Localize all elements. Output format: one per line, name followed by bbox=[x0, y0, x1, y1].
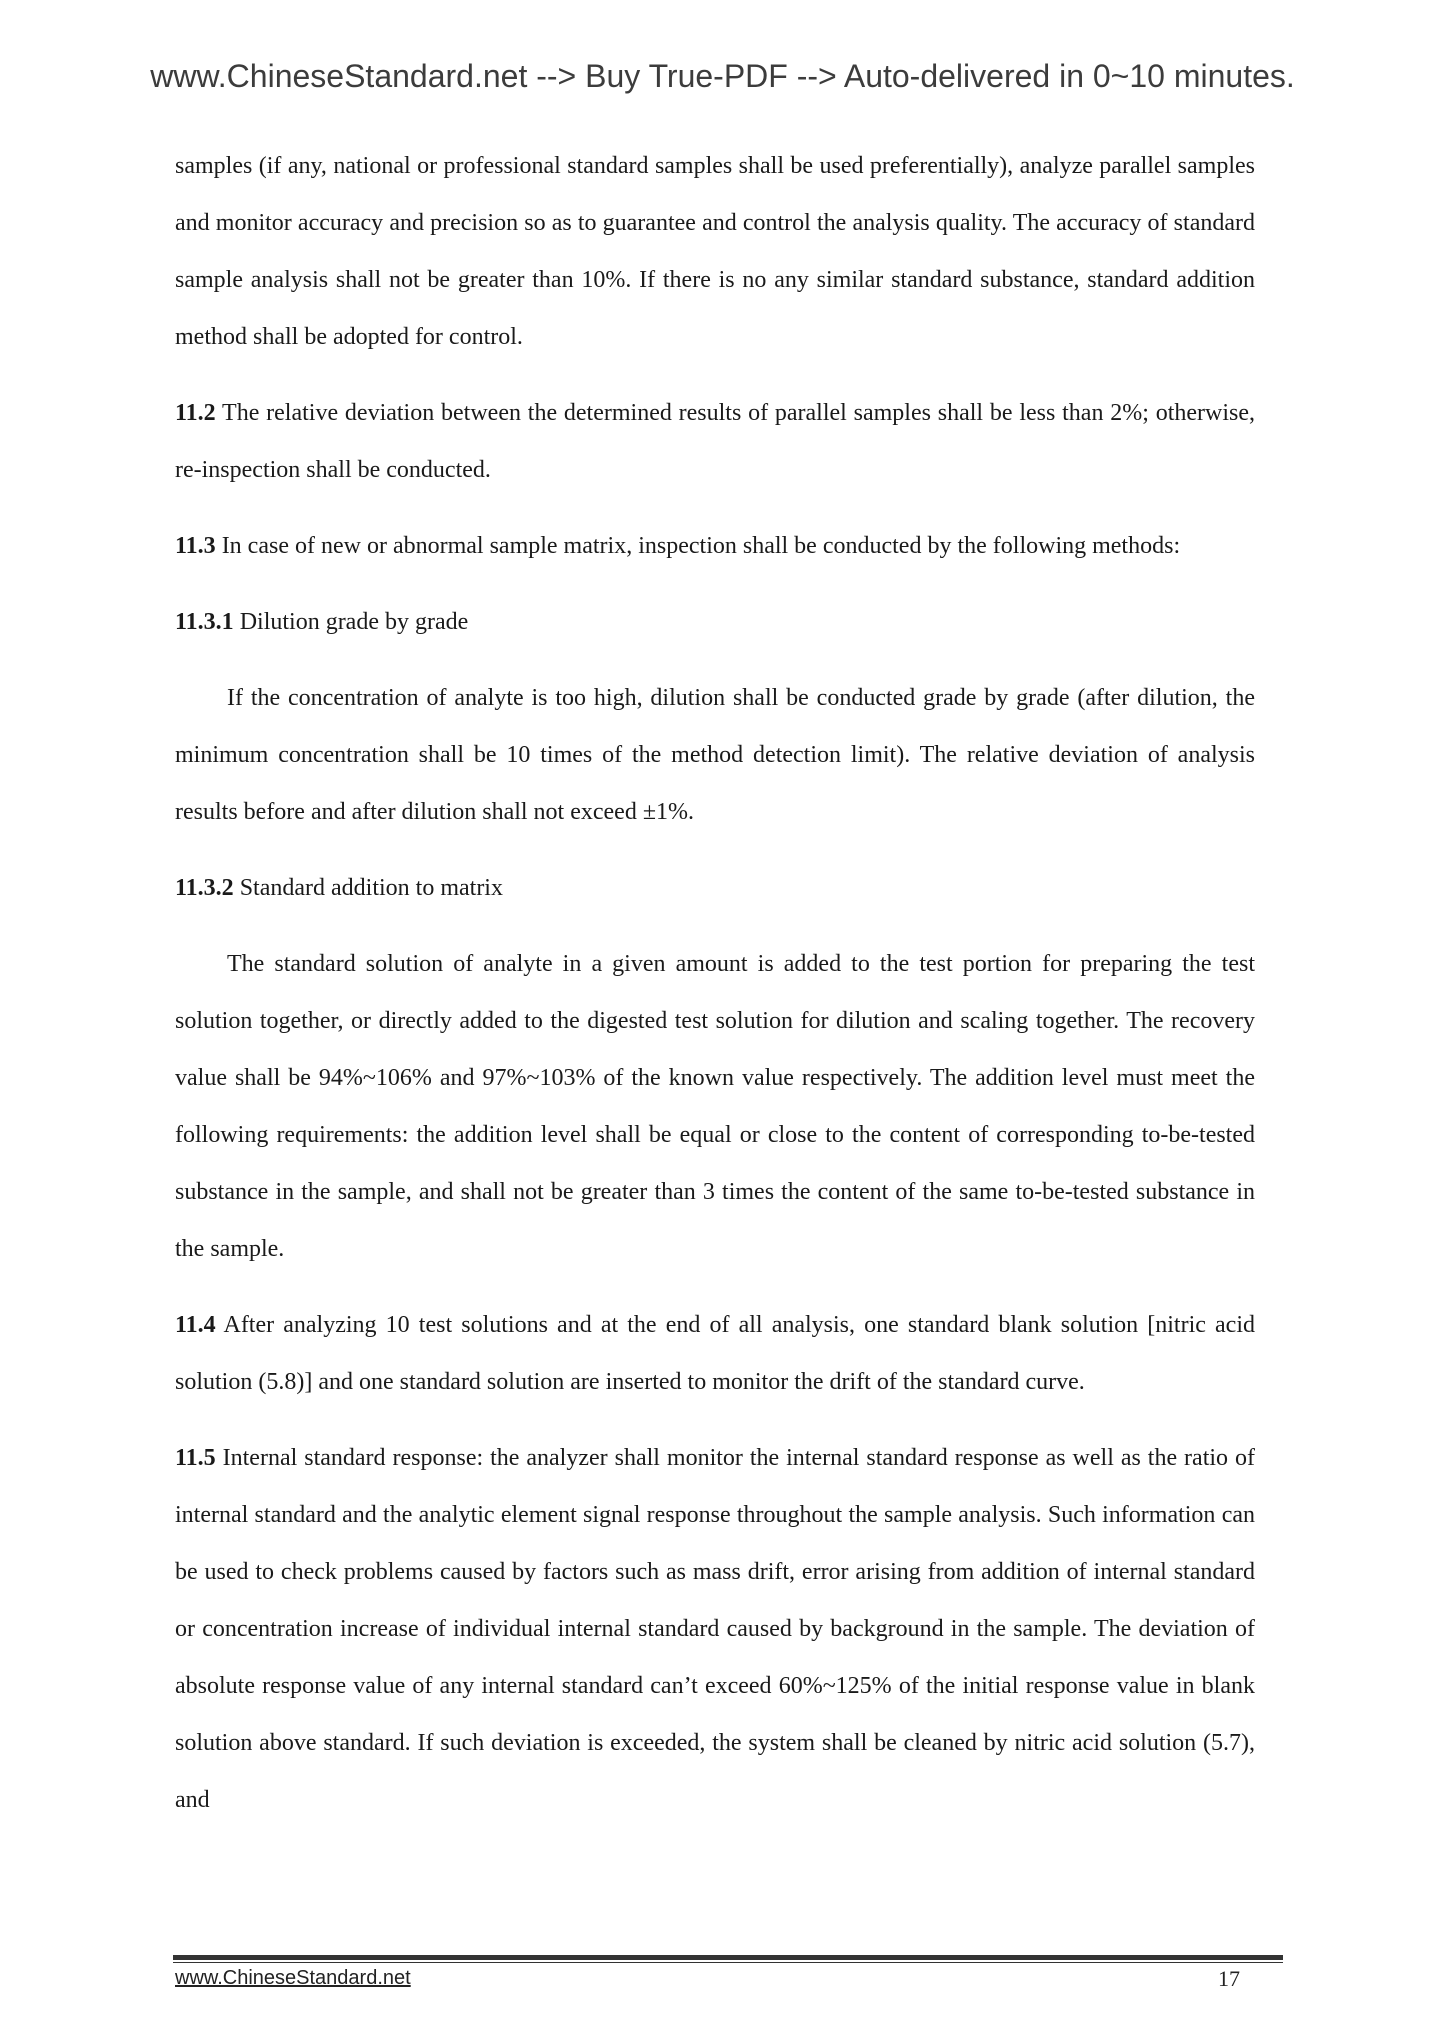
paragraph-text: If the concentration of analyte is too high, dilution shall be conducted grade by grade (after dilution, the minimum concentration shall be 10 times of the method detection limit). The relative deviation of analysis results before and after dilution shall not exceed ±1%. bbox=[175, 685, 1255, 825]
paragraph-text: The relative deviation between the determined results of parallel samples shall be less than 2%; otherwise, re-inspection shall be conducted. bbox=[175, 400, 1255, 483]
section-number: 11.3 bbox=[175, 533, 216, 559]
page-number: 17 bbox=[1218, 1966, 1240, 1991]
paragraph-text: After analyzing 10 test solutions and at the end of all analysis, one standard blank solution [nitric acid solution (5.8)] and one standard solution are inserted to monitor the drift of the standard curve. bbox=[175, 1312, 1255, 1395]
document-body bbox=[175, 138, 1255, 1829]
section-11-3-1-body bbox=[175, 670, 1255, 841]
subsection-title: Dilution grade by grade bbox=[233, 609, 469, 635]
section-11-4 bbox=[175, 1297, 1255, 1411]
section-number: 11.2 bbox=[175, 400, 216, 426]
section-number: 11.3.2 bbox=[175, 875, 234, 901]
subsection-title: Standard addition to matrix bbox=[233, 875, 503, 901]
paragraph-intro bbox=[175, 138, 1255, 366]
paragraph-text: samples (if any, national or professional standard samples shall be used preferentially), analyze parallel samples and monitor accuracy and precision so as to guarantee and control the analysis quality. The accuracy of standard sample analysis shall not be greater than 10%. If there is no any similar standard substance, standard addition method shall be adopted for control. bbox=[175, 153, 1255, 350]
section-11-3-2-body bbox=[175, 936, 1255, 1278]
header-banner[interactable]: www.ChineseStandard.net --> Buy True-PDF --> Auto-delivered in 0~10 minutes. bbox=[150, 58, 1295, 94]
paragraph-text: The standard solution of analyte in a given amount is added to the test portion for preparing the test solution together, or directly added to the digested test solution for dilution and scaling together. The recovery value shall be 94%~106% and 97%~103% of the known value respectively. The addition level must meet the following requirements: the addition level shall be equal or close to the content of corresponding to-be-tested substance in the sample, and shall not be greater than 3 times the content of the same to-be-tested substance in the sample. bbox=[175, 951, 1255, 1262]
section-11-3 bbox=[175, 518, 1255, 575]
footer-divider-thin bbox=[173, 1962, 1283, 1963]
section-11-5 bbox=[175, 1430, 1255, 1829]
section-number: 11.3.1 bbox=[175, 609, 234, 635]
footer-divider bbox=[173, 1955, 1283, 1960]
footer-link[interactable]: www.ChineseStandard.net bbox=[175, 1967, 411, 1989]
section-11-2 bbox=[175, 385, 1255, 499]
section-11-3-1-heading bbox=[175, 594, 1255, 651]
paragraph-text: In case of new or abnormal sample matrix, inspection shall be conducted by the following methods: bbox=[215, 533, 1181, 559]
section-11-3-2-heading bbox=[175, 860, 1255, 917]
paragraph-text: Internal standard response: the analyzer shall monitor the internal standard response as well as the ratio of internal standard and the analytic element signal response throughout the sample analysis. Such information can be used to check problems caused by factors such as mass drift, error arising from addition of internal standard or concentration increase of individual internal standard caused by background in the sample. The deviation of absolute response value of any internal standard can’t exceed 60%~125% of the initial response value in blank solution above standard. If such deviation is exceeded, the system shall be cleaned by nitric acid solution (5.7), and bbox=[175, 1445, 1255, 1813]
section-number: 11.5 bbox=[175, 1445, 216, 1471]
section-number: 11.4 bbox=[175, 1312, 216, 1338]
